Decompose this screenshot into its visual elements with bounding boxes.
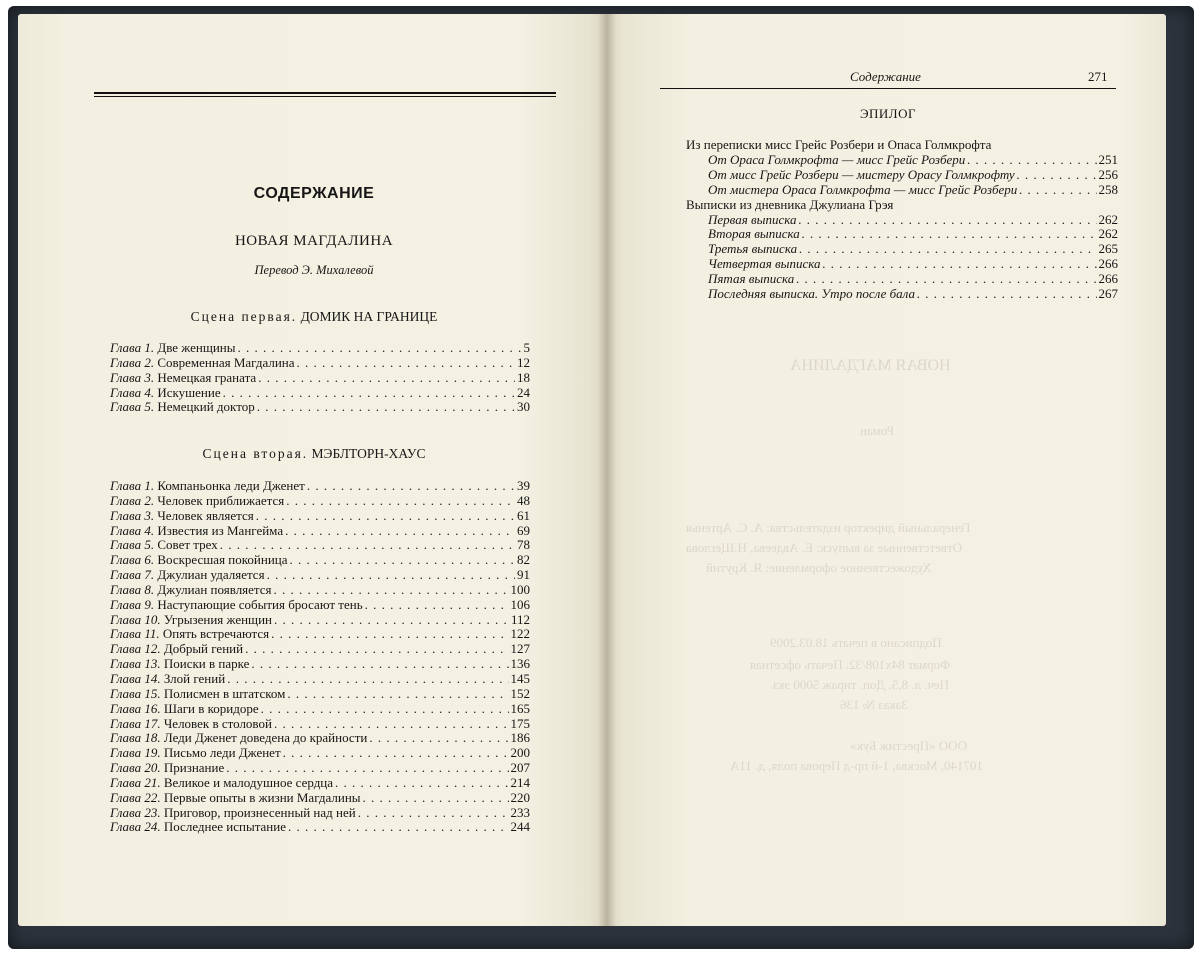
page-ref: 244 xyxy=(510,819,530,835)
page-ref: 152 xyxy=(510,685,530,701)
chapter-title: Наступающие события бросают тень xyxy=(157,596,363,612)
dot-leader xyxy=(274,717,509,732)
chapter-label: Глава 4. xyxy=(110,384,155,400)
page-ref: 251 xyxy=(1098,151,1118,167)
page-ref: 127 xyxy=(510,641,530,657)
toc-entry-title xyxy=(110,479,305,494)
page-number: 271 xyxy=(1088,69,1108,84)
dot-leader xyxy=(802,227,1097,242)
page-ref: 12 xyxy=(517,354,530,370)
toc-entry xyxy=(110,341,530,356)
dot-leader xyxy=(1019,183,1096,198)
dot-leader xyxy=(286,494,515,509)
reverse-side-showthrough: НОВАЯ МАГДАЛИНА xyxy=(790,357,951,374)
chapter-title: Признание xyxy=(163,760,225,776)
toc-entry-title xyxy=(110,509,254,524)
toc-entry xyxy=(110,386,530,401)
toc-entry-title xyxy=(110,627,269,642)
toc-entry xyxy=(110,598,530,613)
toc-entry xyxy=(110,494,530,509)
chapter-label: Глава 5. xyxy=(110,537,155,553)
toc-entry-title xyxy=(110,657,249,672)
toc-entry-title xyxy=(110,731,367,746)
page-ref: 69 xyxy=(517,522,530,538)
toc-entry-title xyxy=(110,791,361,806)
chapter-title: Человек приближается xyxy=(157,492,285,508)
toc-entry xyxy=(110,820,530,835)
dot-leader xyxy=(220,538,515,553)
toc-entry xyxy=(110,627,530,642)
dot-leader xyxy=(335,776,508,791)
page-ref: 30 xyxy=(517,399,530,415)
chapter-title: Две женщины xyxy=(157,340,236,355)
page-ref: 214 xyxy=(510,774,530,790)
chapter-title: Известия из Мангейма xyxy=(157,522,284,538)
epilogue-group-title: Выписки из дневника Джулиана Грэя xyxy=(686,196,894,212)
dot-leader xyxy=(285,524,515,539)
page-ref: 106 xyxy=(510,596,530,612)
dot-leader xyxy=(245,642,508,657)
toc-entry xyxy=(110,356,530,371)
chapter-title: Полисмен в штатском xyxy=(163,685,286,701)
toc-entry xyxy=(110,538,530,553)
chapter-label: Глава 1. xyxy=(110,478,155,493)
toc-entry xyxy=(110,791,530,806)
toc-entry-title xyxy=(110,356,295,371)
chapter-label: Глава 18. xyxy=(110,730,161,746)
toc-entry-title xyxy=(110,341,236,356)
epilogue-entry-title: От мисс Грейс Розбери — мистеру Орасу Голмкрофту xyxy=(708,166,1015,182)
toc-entry xyxy=(110,583,530,598)
page-ref: 258 xyxy=(1098,181,1118,197)
chapter-label: Глава 14. xyxy=(110,670,161,686)
right-header-rule xyxy=(660,88,1116,89)
toc-entry xyxy=(110,613,530,628)
chapter-label: Глава 10. xyxy=(110,611,161,627)
toc-entry-title xyxy=(110,761,224,776)
scene2-chapter-list xyxy=(110,479,530,835)
chapter-label: Глава 15. xyxy=(110,685,161,701)
toc-entry xyxy=(110,672,530,687)
epilogue-entry-title: От Ораса Голмкрофта — мисс Грейс Розбери xyxy=(708,151,966,167)
toc-entry xyxy=(110,806,530,821)
chapter-title: Приговор, произнесенный над ней xyxy=(163,804,356,820)
chapter-label: Глава 8. xyxy=(110,581,155,597)
chapter-label: Глава 7. xyxy=(110,567,155,583)
page-ref: 266 xyxy=(1098,271,1118,287)
chapter-title: Человек в столовой xyxy=(163,715,272,731)
chapter-title: Угрызения женщин xyxy=(163,611,272,627)
page-ref: 262 xyxy=(1098,226,1118,242)
chapter-label: Глава 4. xyxy=(110,522,155,538)
dot-leader xyxy=(226,761,508,776)
toc-entry-title xyxy=(110,717,272,732)
toc-entry-title xyxy=(110,820,286,835)
page-ref: 48 xyxy=(517,492,530,508)
chapter-title: Современная Магдалина xyxy=(157,354,295,370)
page-ref: 233 xyxy=(510,804,530,820)
chapter-title: Первые опыты в жизни Магдалины xyxy=(163,789,361,805)
page-ref: 91 xyxy=(517,567,530,583)
toc-entry-title xyxy=(110,538,218,553)
reverse-side-showthrough: ООО «Престиж Бук» xyxy=(850,738,967,753)
dot-leader xyxy=(223,386,515,401)
chapter-title: Письмо леди Дженет xyxy=(163,745,281,761)
page-ref: 122 xyxy=(510,626,530,642)
epilogue-entry-title: Первая выписка xyxy=(708,211,797,227)
toc-entry xyxy=(110,731,530,746)
dot-leader xyxy=(363,791,509,806)
toc-entry-title xyxy=(110,386,221,401)
dot-leader xyxy=(297,356,515,371)
chapter-label: Глава 1. xyxy=(110,340,155,355)
page-ref: 175 xyxy=(510,715,530,731)
scene2-name: МЭБЛТОРН-ХАУС xyxy=(311,446,426,461)
epilogue-entry-title: Пятая выписка xyxy=(708,271,795,287)
reverse-side-showthrough: Печ. л. 8,5. Доп. тираж 5000 экз. xyxy=(770,677,949,692)
toc-entry-title xyxy=(110,371,256,386)
toc-entry-title xyxy=(110,687,285,702)
dot-leader xyxy=(287,687,508,702)
page-ref: 61 xyxy=(517,507,530,523)
toc-entry xyxy=(110,657,530,672)
chapter-title: Поиски в парке xyxy=(163,656,250,672)
chapter-title: Компаньонка леди Дженет xyxy=(157,478,305,493)
scene1-prefix: Сцена первая. xyxy=(190,309,298,324)
chapter-label: Глава 12. xyxy=(110,641,161,657)
chapter-title: Опять встречаются xyxy=(162,626,270,642)
toc-entry-title xyxy=(110,642,243,657)
toc-entry-title xyxy=(110,494,284,509)
toc-entry-title xyxy=(110,776,333,791)
reverse-side-showthrough: Подписано в печать 18.03.2009 xyxy=(770,635,942,650)
dot-leader xyxy=(798,213,1096,228)
epilogue-group-title: Из переписки мисс Грейс Розбери и Опаса Голмкрофта xyxy=(686,137,992,152)
dot-leader xyxy=(967,153,1096,168)
page-ref: 78 xyxy=(517,537,530,553)
chapter-label: Глава 5. xyxy=(110,399,155,415)
reverse-side-showthrough: Ответственные за выпуск: Е. Авдеева, Н.Щеглова xyxy=(686,540,963,555)
toc-entry xyxy=(110,509,530,524)
page-ref: 82 xyxy=(517,552,530,568)
chapter-title: Немецкий доктор xyxy=(157,399,255,415)
toc-entry-title xyxy=(110,672,225,687)
chapter-label: Глава 19. xyxy=(110,745,161,761)
toc-entry xyxy=(110,717,530,732)
chapter-title: Искушение xyxy=(157,384,221,400)
scene2-heading xyxy=(24,446,604,462)
epilogue-entry xyxy=(686,168,1118,183)
page-ref: 267 xyxy=(1098,286,1118,302)
chapter-label: Глава 24. xyxy=(110,819,161,835)
scene1-name: ДОМИК НА ГРАНИЦЕ xyxy=(300,309,438,324)
toc-entry xyxy=(110,524,530,539)
scene1-chapter-list xyxy=(110,341,530,415)
page-ref: 266 xyxy=(1098,256,1118,272)
page-ref: 39 xyxy=(517,478,530,493)
page-ref: 165 xyxy=(510,700,530,716)
novel-title: НОВАЯ МАГДАЛИНА xyxy=(234,233,394,249)
reverse-side-showthrough: 107140, Москва, 1-й пр-д Перова поля, д. 11А xyxy=(730,758,983,773)
chapter-title: Джулиан удаляется xyxy=(157,567,265,583)
toc-entry-title xyxy=(110,806,356,821)
toc-entry-title xyxy=(110,598,363,613)
dot-leader xyxy=(256,509,515,524)
page-ref: 200 xyxy=(510,745,530,761)
running-header: Содержание xyxy=(850,69,921,84)
chapter-label: Глава 21. xyxy=(110,774,161,790)
toc-entry xyxy=(110,553,530,568)
chapter-title: Воскресшая покойница xyxy=(157,552,288,568)
toc-entry xyxy=(110,761,530,776)
chapter-label: Глава 11. xyxy=(110,626,160,642)
chapter-title: Человек является xyxy=(157,507,254,523)
chapter-label: Глава 6. xyxy=(110,552,155,568)
dot-leader xyxy=(251,657,508,672)
chapter-label: Глава 22. xyxy=(110,789,161,805)
chapter-title: Леди Дженет доведена до крайности xyxy=(163,730,368,746)
epilogue-entry xyxy=(686,227,1118,242)
chapter-title: Злой гений xyxy=(163,670,226,686)
dot-leader xyxy=(227,672,508,687)
dot-leader xyxy=(274,613,509,628)
dot-leader xyxy=(283,746,509,761)
dot-leader xyxy=(796,272,1096,287)
dot-leader xyxy=(261,702,509,717)
dot-leader xyxy=(288,820,509,835)
epilogue-entry xyxy=(686,213,1118,228)
chapter-title: Джулиан появляется xyxy=(157,581,272,597)
page-ref: 265 xyxy=(1098,241,1118,257)
page-ref: 207 xyxy=(510,760,530,776)
page-ref: 24 xyxy=(517,384,530,400)
epilogue-entry-title: От мистера Ораса Голмкрофта — мисс Грейс Розбери xyxy=(708,181,1018,197)
chapter-label: Глава 13. xyxy=(110,656,161,672)
toc-entry xyxy=(110,479,530,494)
page-ref: 100 xyxy=(510,581,530,597)
dot-leader xyxy=(238,341,522,356)
scene2-prefix: Сцена вторая. xyxy=(202,446,309,461)
reverse-side-showthrough: Художественное оформление: Я. Крутий xyxy=(706,560,932,575)
dot-leader xyxy=(1017,168,1097,183)
chapter-title: Великое и малодушное сердца xyxy=(163,774,334,790)
page-ref: 220 xyxy=(510,789,530,805)
chapter-label: Глава 3. xyxy=(110,507,155,523)
dot-leader xyxy=(799,242,1096,257)
toc-entry xyxy=(110,642,530,657)
epilogue-entry xyxy=(686,153,1118,168)
chapter-label: Глава 17. xyxy=(110,715,161,731)
chapter-label: Глава 3. xyxy=(110,369,155,385)
toc-entry-title xyxy=(110,568,265,583)
toc-entry xyxy=(110,776,530,791)
dot-leader xyxy=(365,598,509,613)
toc-entry-title xyxy=(110,613,272,628)
epilogue-entry-title: Последняя выписка. Утро после бала xyxy=(708,286,915,302)
chapter-title: Немецкая граната xyxy=(157,369,257,385)
dot-leader xyxy=(358,806,509,821)
dot-leader xyxy=(274,583,509,598)
epilogue-list xyxy=(686,138,1118,302)
toc-entry-title xyxy=(110,746,281,761)
dot-leader xyxy=(257,400,515,415)
toc-entry xyxy=(110,702,530,717)
page-ref: 145 xyxy=(510,670,530,686)
toc-entry-title xyxy=(110,524,283,539)
chapter-label: Глава 2. xyxy=(110,354,155,370)
toc-entry xyxy=(110,371,530,386)
chapter-title: Добрый гений xyxy=(163,641,244,657)
epilogue-entry-title: Третья выписка xyxy=(708,241,798,257)
dot-leader xyxy=(823,257,1097,272)
epilogue-entry-title: Вторая выписка xyxy=(708,226,800,242)
chapter-label: Глава 16. xyxy=(110,700,161,716)
toc-entry xyxy=(110,687,530,702)
page-ref: 18 xyxy=(517,369,530,385)
dot-leader xyxy=(369,731,508,746)
toc-entry xyxy=(110,746,530,761)
dot-leader xyxy=(307,479,515,494)
reverse-side-showthrough: Заказ № 136 xyxy=(840,697,908,712)
page-ref: 136 xyxy=(510,656,530,672)
toc-entry-title xyxy=(110,702,259,717)
page-ref: 112 xyxy=(510,611,530,627)
dot-leader xyxy=(917,287,1097,302)
epilogue-entry-title: Четвертая выписка xyxy=(708,256,821,272)
epilogue-entry xyxy=(686,287,1118,302)
translator-credit: Перевод Э. Михалевой xyxy=(254,263,374,277)
dot-leader xyxy=(290,553,515,568)
page-title: СОДЕРЖАНИЕ xyxy=(253,185,375,202)
toc-entry-title xyxy=(110,400,255,415)
page-ref: 5 xyxy=(523,340,530,355)
chapter-title: Шаги в коридоре xyxy=(163,700,259,716)
dot-leader xyxy=(258,371,515,386)
chapter-title: Совет трех xyxy=(157,537,218,553)
chapter-label: Глава 9. xyxy=(110,596,155,612)
chapter-label: Глава 2. xyxy=(110,492,155,508)
epilogue-entry xyxy=(686,257,1118,272)
epilogue-entry xyxy=(686,272,1118,287)
page-ref: 256 xyxy=(1098,166,1118,182)
reverse-side-showthrough: Генеральный директор издательства: А. С. Артенья xyxy=(686,520,971,535)
scene1-heading xyxy=(24,309,604,325)
page-ref: 186 xyxy=(510,730,530,746)
chapter-label: Глава 23. xyxy=(110,804,161,820)
epilogue-title: ЭПИЛОГ xyxy=(859,106,917,121)
toc-entry-title xyxy=(110,553,288,568)
reverse-side-showthrough: Формат 84x108/32. Печать офсетная xyxy=(750,657,951,672)
epilogue-entry xyxy=(686,242,1118,257)
page-ref: 262 xyxy=(1098,211,1118,227)
toc-entry xyxy=(110,400,530,415)
chapter-title: Последнее испытание xyxy=(163,819,286,835)
toc-entry xyxy=(110,568,530,583)
dot-leader xyxy=(271,627,508,642)
chapter-label: Глава 20. xyxy=(110,760,161,776)
toc-entry-title xyxy=(110,583,272,598)
dot-leader xyxy=(267,568,515,583)
reverse-side-showthrough: Роман xyxy=(860,423,895,438)
epilogue-entry xyxy=(686,183,1118,198)
